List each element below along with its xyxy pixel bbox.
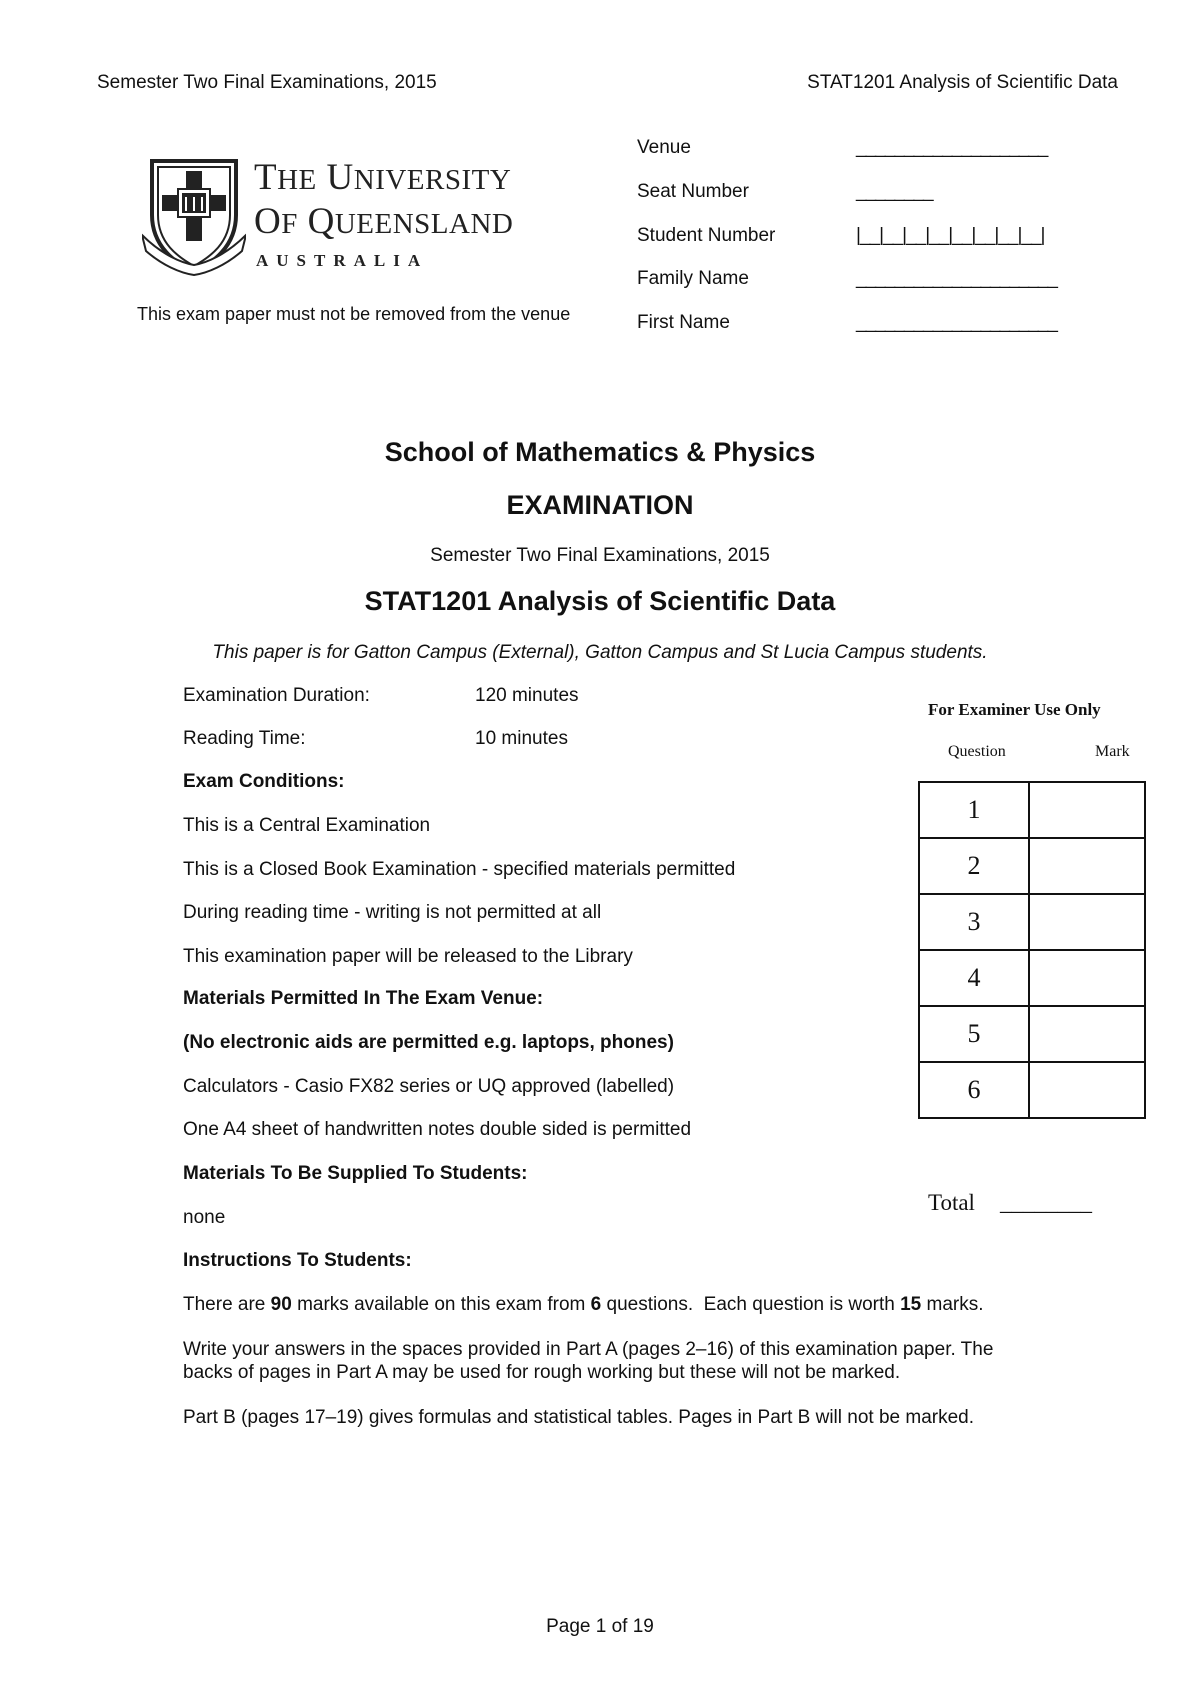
mark-cell[interactable] (1029, 782, 1145, 838)
table-row (919, 1062, 1145, 1118)
question-number: 3 (919, 894, 1029, 950)
instruction-marks-line: There are 90 marks available on this exam from 6 questions. Each question is worth 15 marks. (183, 1294, 984, 1315)
family-name-field[interactable]: _____________________ (856, 268, 1057, 289)
reading-time-label: Reading Time: (183, 728, 306, 749)
question-number: 1 (919, 782, 1029, 838)
supplied-value: none (183, 1207, 226, 1228)
reading-time-value: 10 minutes (475, 728, 568, 749)
duration-value: 120 minutes (475, 685, 579, 706)
conditions-heading: Exam Conditions: (183, 771, 345, 792)
instructions-heading: Instructions To Students: (183, 1250, 412, 1271)
semester-line: Semester Two Final Examinations, 2015 (430, 545, 770, 566)
running-header-right: STAT1201 Analysis of Scientific Data (807, 72, 1118, 93)
condition-item: This examination paper will be released to the Library (183, 946, 633, 967)
question-number: 4 (919, 950, 1029, 1006)
table-row (919, 782, 1145, 838)
venue-label: Venue (637, 137, 691, 158)
materials-subheading: (No electronic aids are permitted e.g. laptops, phones) (183, 1032, 674, 1053)
paper-audience: This paper is for Gatton Campus (External), Gatton Campus and St Lucia Campus students. (212, 642, 988, 663)
exam-title: EXAMINATION (506, 490, 694, 520)
total-label: Total (928, 1190, 975, 1215)
instruction-line: backs of pages in Part A may be used for rough working but these will not be marked. (183, 1362, 901, 1383)
mark-cell[interactable] (1029, 838, 1145, 894)
condition-item: During reading time - writing is not permitted at all (183, 902, 602, 923)
question-column-header: Question (948, 743, 1006, 760)
venue-field[interactable]: ____________________ (856, 137, 1048, 158)
table-row (919, 894, 1145, 950)
running-header-left: Semester Two Final Examinations, 2015 (97, 72, 437, 93)
mark-column-header: Mark (1095, 743, 1130, 760)
first-name-field[interactable]: _____________________ (856, 312, 1057, 333)
examiner-use-title: For Examiner Use Only (928, 700, 1101, 719)
question-number: 6 (919, 1062, 1029, 1118)
material-item: Calculators - Casio FX82 series or UQ approved (labelled) (183, 1076, 675, 1097)
condition-item: This is a Central Examination (183, 815, 431, 836)
mark-cell[interactable] (1029, 1006, 1145, 1062)
course-title: STAT1201 Analysis of Scientific Data (364, 586, 836, 616)
mark-cell[interactable] (1029, 894, 1145, 950)
school-title: School of Mathematics & Physics (384, 437, 816, 467)
duration-label: Examination Duration: (183, 685, 370, 706)
question-number: 2 (919, 838, 1029, 894)
page-number: Page 1 of 19 (546, 1616, 654, 1637)
university-logo (142, 155, 562, 275)
mark-cell[interactable] (1029, 950, 1145, 1006)
instruction-line: Write your answers in the spaces provided in Part A (pages 2–16) of this examination paper. The (183, 1339, 994, 1360)
seat-number-label: Seat Number (637, 181, 749, 202)
condition-item: This is a Closed Book Examination - specified materials permitted (183, 859, 736, 880)
total-field[interactable]: ________ (1000, 1190, 1092, 1215)
family-name-label: Family Name (637, 268, 749, 289)
question-number: 5 (919, 1006, 1029, 1062)
uq-crest-icon (142, 155, 246, 277)
removal-notice: This exam paper must not be removed from the venue (137, 304, 571, 324)
material-item: One A4 sheet of handwritten notes double sided is permitted (183, 1119, 692, 1140)
instruction-line: Part B (pages 17–19) gives formulas and statistical tables. Pages in Part B will not be marked. (183, 1407, 975, 1428)
student-number-field[interactable]: |__|__|__|__|__|__|__|__| (856, 225, 1045, 246)
student-number-label: Student Number (637, 225, 776, 246)
supplied-heading: Materials To Be Supplied To Students: (183, 1163, 528, 1184)
materials-heading: Materials Permitted In The Exam Venue: (183, 988, 544, 1009)
table-row (919, 950, 1145, 1006)
table-row (919, 1006, 1145, 1062)
marks-table (918, 781, 1146, 1119)
university-country: AUSTRALIA (256, 251, 429, 270)
university-name: THE UNIVERSITY OF QUEENSLAND (254, 157, 514, 242)
table-row (919, 838, 1145, 894)
mark-cell[interactable] (1029, 1062, 1145, 1118)
seat-number-field[interactable]: ________ (856, 181, 933, 202)
first-name-label: First Name (637, 312, 730, 333)
